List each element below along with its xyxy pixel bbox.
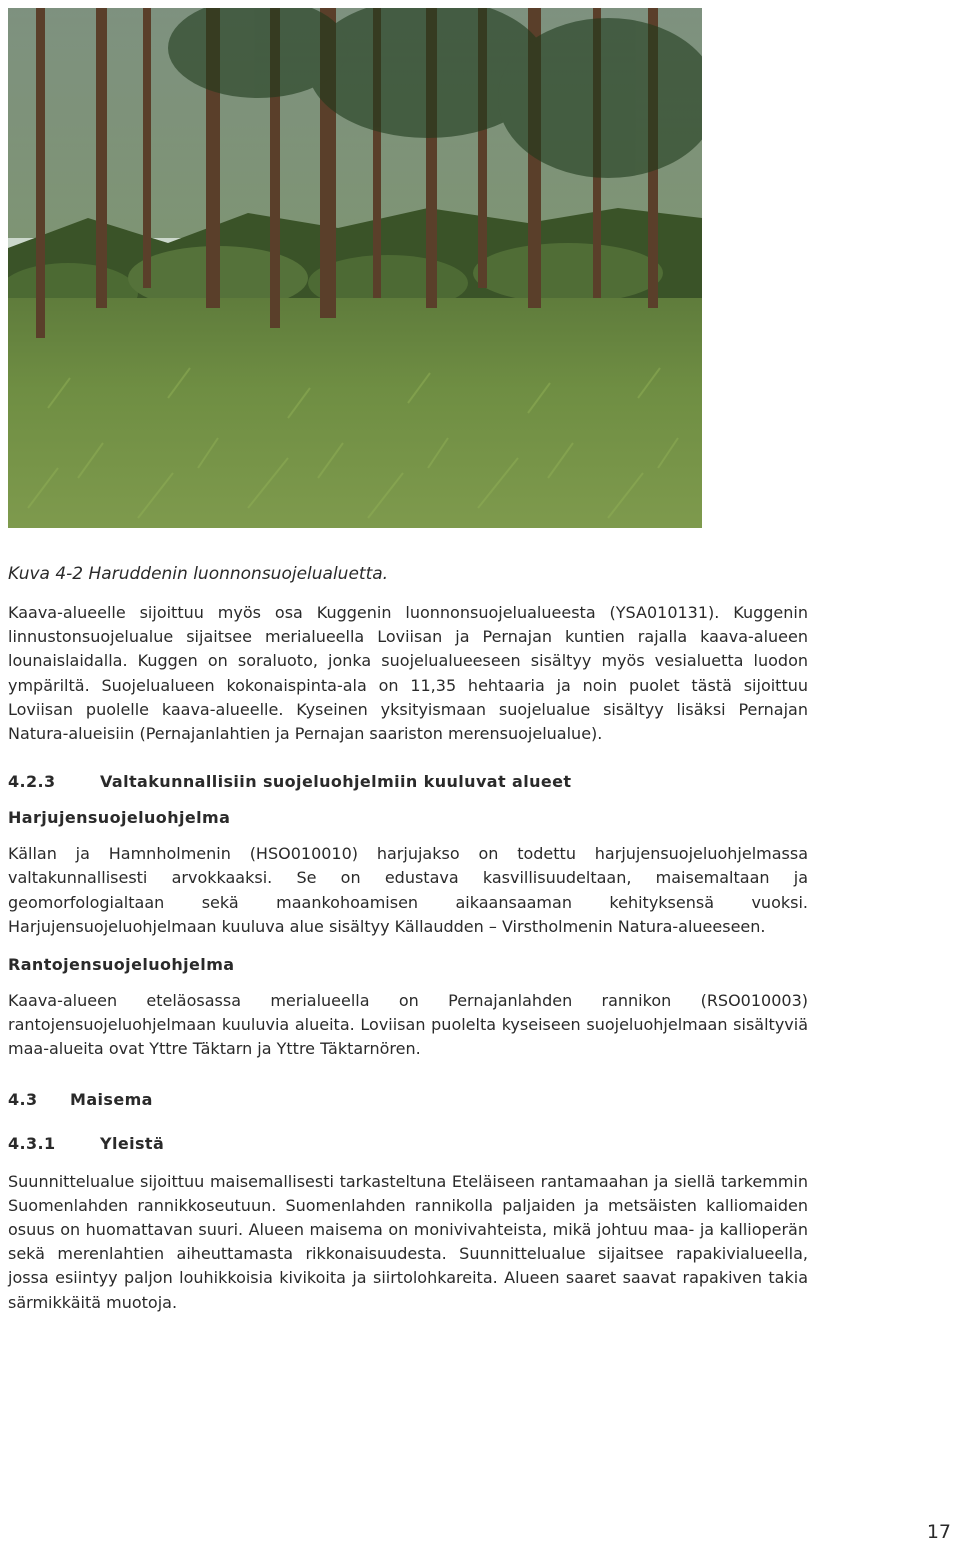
forest-illustration — [8, 8, 702, 528]
page-number: 17 — [926, 1521, 951, 1543]
section-heading-4-3 — [8, 1088, 808, 1112]
subheading-harjujensuojeluohjelma: Harjujensuojeluohjelma — [8, 808, 231, 828]
yleista-paragraph: Suunnittelualue sijoittuu maisemallisesti tarkasteltuna Eteläiseen rantamaahan ja siellä tarkemmin Suomenlahden rannikkoseutuun. Suomenlahden rannikolla paljaiden ja metsäisten kalliomaiden osuus on huomattavan suuri. Alueen maisema on monivivahteista, mikä johtuu maa- ja kallioperän sekä merenlahtien aiheuttamasta rikkonaisuudesta. Suunnittelualue sijaitsee rapakivialueella, jossa esiintyy paljon louhikkoisia kivikoita ja siirtolohkareita. Alueen saaret saavat rapakiven takia särmikkäitä muotoja. — [8, 1171, 808, 1312]
section-heading-4-2-3 — [8, 770, 808, 794]
document-body — [8, 560, 808, 1315]
section-number: 4.3 — [8, 1089, 38, 1109]
section-number: 4.2.3 — [8, 772, 56, 792]
section-number: 4.3.1 — [8, 1133, 56, 1153]
section-title: Maisema — [70, 1089, 153, 1109]
section-title: Yleistä — [100, 1133, 165, 1153]
figure-caption: Kuva 4-2 Haruddenin luonnonsuojelualuetta. — [8, 564, 389, 584]
section-title: Valtakunnallisiin suojeluohjelmiin kuuluvat alueet — [100, 772, 572, 792]
intro-paragraph: Kaava-alueelle sijoittuu myös osa Kuggenin luonnonsuojelualueesta (YSA010131). Kuggenin linnustonsuojelualue sijaitsee merialueella Loviisan ja Pernajan kuntien rajalla kaava-alueen lounaislaidalla. Kuggen on soraluoto, jonka suojelualueeseen sisältyy myös vesialuetta luodon ympäriltä. Suojelualueen kokonaispinta-ala on 11,35 hehtaaria ja noin puolet tästä sijoittuu Loviisan puolelle kaava-alueelle. Kyseinen yksityismaan suojelualue sisältyy lisäksi Pernajan Natura-alueisiin (Pernajanlahtien ja Pernajan saariston merensuojelualue). — [8, 603, 808, 744]
forest-photo — [8, 8, 702, 528]
subheading-rantojensuojeluohjelma: Rantojensuojeluohjelma — [8, 955, 235, 975]
ranto-paragraph: Kaava-alueen eteläosassa merialueella on Pernajanlahden rannikon (RSO010003) rantojensuojeluohjelmaan kuuluvia alueita. Loviisan puolelta kyseiseen suojeluohjelmaan sisältyviä maa-alueita ovat Yttre Täktarn ja Yttre Täktarnören. — [8, 991, 808, 1059]
harju-paragraph: Källan ja Hamnholmenin (HSO010010) harjujakso on todettu harjujensuojeluohjelmassa valtakunnallisesti arvokkaaksi. Se on edustava kasvillisuudeltaan, maisemaltaan ja geomorfologialtaan sekä maankohoamisen aikaansaaman kehityksensä vuoksi. Harjujensuojeluohjelmaan kuuluva alue sisältyy Källaudden – Virstholmenin Natura-alueeseen. — [8, 844, 808, 936]
section-heading-4-3-1 — [8, 1132, 808, 1156]
